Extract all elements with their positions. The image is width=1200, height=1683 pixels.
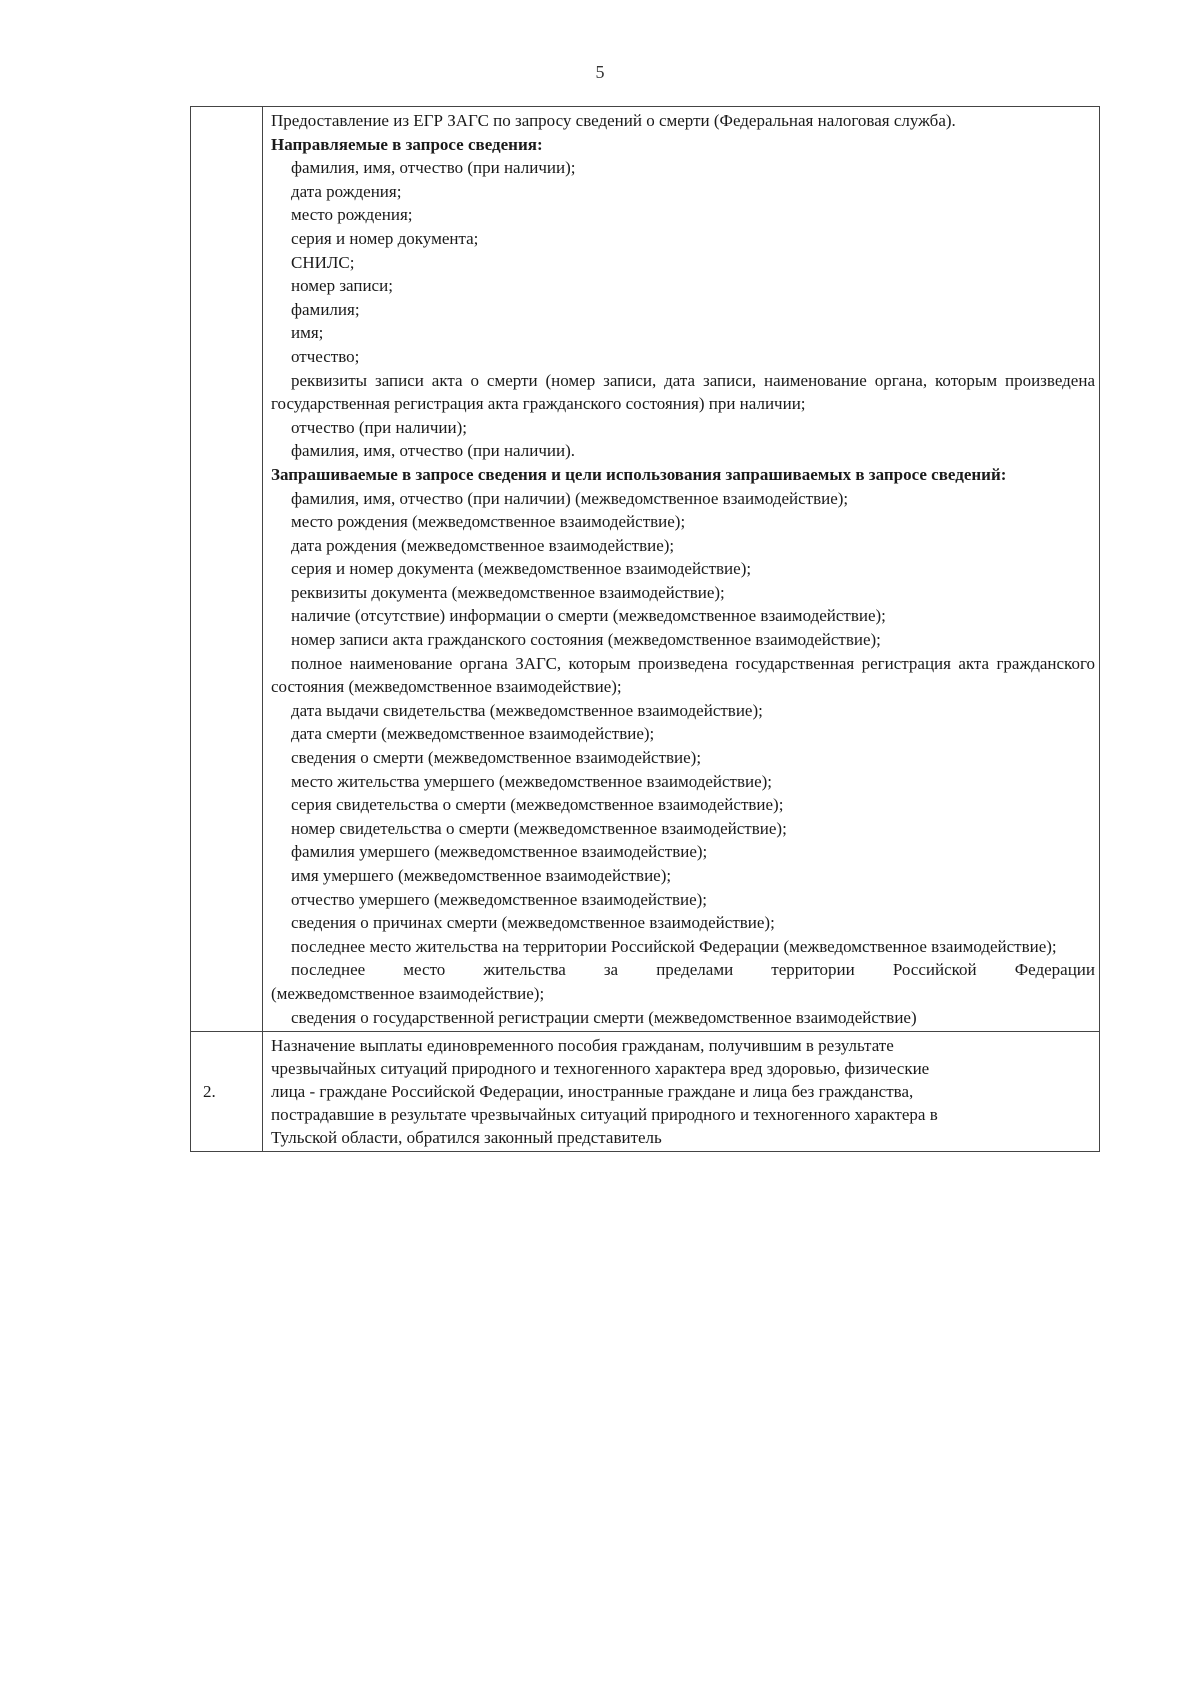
- list-item: серия и номер документа;: [291, 228, 479, 248]
- list-item: сведения о причинах смерти (межведомственное взаимодействие);: [291, 913, 775, 933]
- page-number: 5: [595, 62, 605, 82]
- service-title: Предоставление из ЕГР ЗАГС по запросу сведений о смерти (Федеральная налоговая служба).: [271, 111, 956, 130]
- service-text-line: пострадавшие в результате чрезвычайных ситуаций природного и техногенного характера в: [271, 1105, 938, 1125]
- list-item: номер свидетельства о смерти (межведомственное взаимодействие);: [291, 818, 787, 838]
- list-item: отчество (при наличии);: [291, 417, 467, 437]
- service-text-line: Назначение выплаты единовременного пособия гражданам, получившим в результате: [271, 1036, 894, 1056]
- list-item: полное наименование органа ЗАГС, которым произведена государственная регистрация акта гражданского состояния (межведомственное взаимодействие);: [271, 653, 1095, 697]
- row-content-cell: [263, 107, 1100, 1032]
- table-row: [191, 1032, 1100, 1152]
- services-table: [190, 106, 1100, 1152]
- list-item-continuation: (межведомственное взаимодействие);: [271, 983, 545, 1003]
- list-item: фамилия;: [291, 299, 360, 319]
- list-item: реквизиты записи акта о смерти (номер записи, дата записи, наименование органа, которым произведена государственная регистрация акта гражданского состояния) при наличии;: [271, 370, 1095, 414]
- list-item: отчество умершего (межведомственное взаимодействие);: [291, 889, 708, 909]
- list-item: место жительства умершего (межведомственное взаимодействие);: [291, 771, 773, 791]
- list-item: серия свидетельства о смерти (межведомственное взаимодействие);: [291, 795, 784, 815]
- list-item: место рождения;: [291, 205, 413, 225]
- list-item: дата рождения (межведомственное взаимодействие);: [291, 535, 675, 555]
- list-item: отчество;: [291, 346, 360, 366]
- list-item: дата смерти (межведомственное взаимодействие);: [291, 724, 655, 744]
- service-text-line: лица - граждане Российской Федерации, иностранные граждане и лица без гражданства,: [271, 1082, 914, 1102]
- list-item: номер записи акта гражданского состояния (межведомственное взаимодействие);: [291, 630, 881, 650]
- list-item: место рождения (межведомственное взаимодействие);: [291, 512, 686, 532]
- list-item: фамилия, имя, отчество (при наличии);: [291, 158, 576, 178]
- sent-data-header: Направляемые в запросе сведения:: [271, 134, 543, 154]
- requested-data-header: Запрашиваемые в запросе сведения и цели использования запрашиваемых в запросе сведений:: [271, 464, 1007, 484]
- list-item: имя умершего (межведомственное взаимодействие);: [291, 866, 672, 885]
- service-text-line: чрезвычайных ситуаций природного и техногенного характера вред здоровью, физические: [271, 1059, 930, 1079]
- list-item: реквизиты документа (межведомственное взаимодействие);: [291, 582, 725, 602]
- list-item: дата выдачи свидетельства (межведомственное взаимодействие);: [291, 700, 763, 720]
- list-item: последнее место жительства за пределами территории Российской Федерации: [291, 960, 1095, 980]
- list-item: фамилия, имя, отчество (при наличии) (межведомственное взаимодействие);: [291, 488, 849, 508]
- list-item: серия и номер документа (межведомственное взаимодействие);: [291, 559, 752, 579]
- list-item: имя;: [291, 323, 324, 343]
- service-text-line: Тульской области, обратился законный представитель: [271, 1128, 662, 1148]
- list-item: фамилия, имя, отчество (при наличии).: [291, 441, 575, 461]
- list-item: номер записи;: [291, 276, 393, 296]
- row-number-cell: [191, 107, 263, 1032]
- row-content-cell: [263, 1032, 1100, 1152]
- list-item: сведения о государственной регистрации смерти (межведомственное взаимодействие): [291, 1007, 917, 1027]
- table-row: [191, 107, 1100, 1032]
- list-item: сведения о смерти (межведомственное взаимодействие);: [291, 748, 702, 768]
- list-item: фамилия умершего (межведомственное взаимодействие);: [291, 842, 708, 862]
- list-item: СНИЛС;: [291, 252, 355, 272]
- list-item: последнее место жительства на территории Российской Федерации (межведомственное взаимодействие);: [291, 936, 1057, 956]
- list-item: наличие (отсутствие) информации о смерти (межведомственное взаимодействие);: [291, 606, 886, 626]
- row-number-cell: 2.: [191, 1032, 263, 1152]
- list-item: дата рождения;: [291, 181, 402, 201]
